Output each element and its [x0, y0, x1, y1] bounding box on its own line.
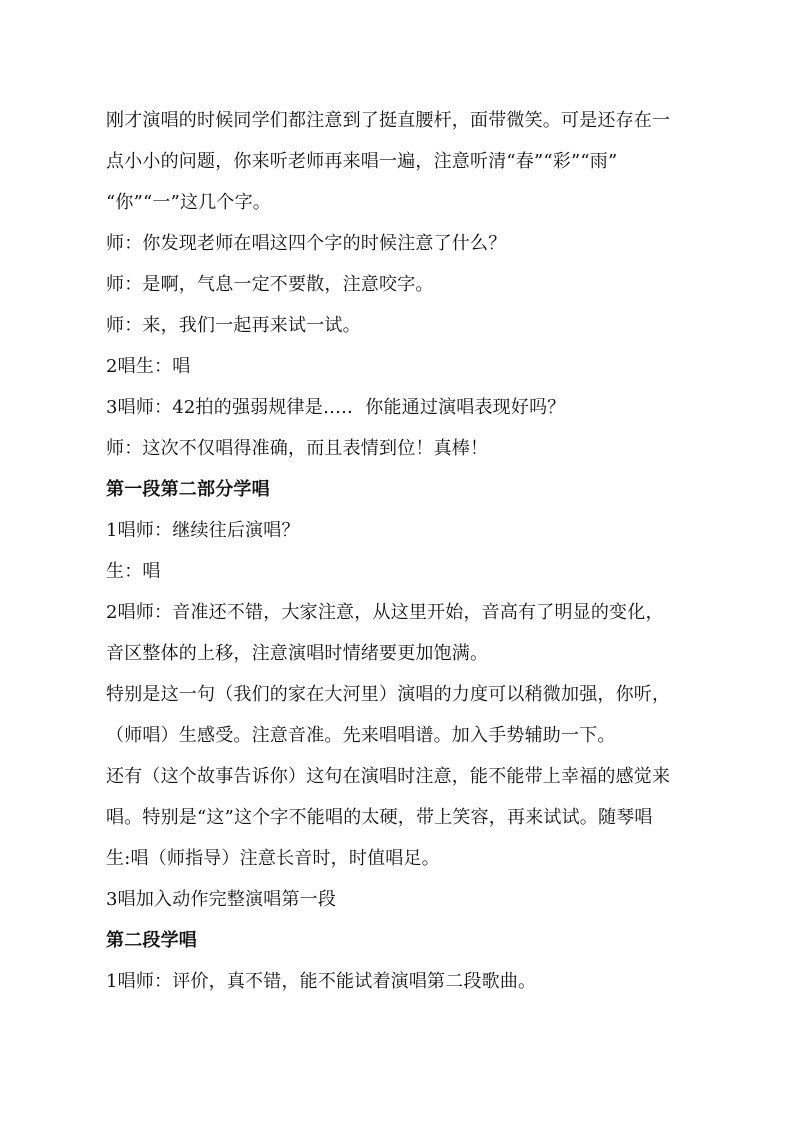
- section-heading: 第一段第二部分学唱: [106, 479, 270, 500]
- text-line: 音区整体的上移，注意演唱时情绪要更加饱满。: [106, 643, 489, 664]
- text-line: 3唱加入动作完整演唱第一段: [106, 889, 337, 910]
- text-line: 特别是这一句（我们的家在大河里）演唱的力度可以稍微加强，你听，: [106, 684, 671, 705]
- text-line: 还有（这个故事告诉你）这句在演唱时注意，能不能带上幸福的感觉来: [106, 766, 671, 787]
- text-line: 生:唱（师指导）注意长音时，时值唱足。: [106, 848, 440, 869]
- text-line: 刚才演唱的时候同学们都注意到了挺直腰杆，面带微笑。可是还存在一: [106, 110, 671, 131]
- text-line: 2唱师：音准还不错，大家注意，从这里开始，音高有了明显的变化，: [106, 602, 664, 623]
- section-heading: 第二段学唱: [106, 930, 197, 951]
- text-line: 1唱师：评价，真不错，能不能试着演唱第二段歌曲。: [106, 971, 537, 992]
- text-line: 1唱师：继续往后演唱？: [106, 520, 300, 541]
- document-body: [106, 100, 692, 1002]
- text-line: 生：唱: [106, 561, 161, 582]
- text-line: 点小小的问题，你来听老师再来唱一遍，注意听清“春”“彩”“雨”: [106, 151, 618, 172]
- text-line: 2唱生：唱: [106, 356, 191, 377]
- text-line: 师：你发现老师在唱这四个字的时候注意了什么？: [106, 233, 507, 254]
- text-line: 师：这次不仅唱得准确，而且表情到位！真棒！: [106, 438, 489, 459]
- text-line: 3唱师：42拍的强弱规律是….．你能通过演唱表现好吗？: [106, 397, 566, 418]
- text-line: “你”“一”这几个字。: [106, 192, 272, 213]
- text-line: 师：来，我们一起再来试一试。: [106, 315, 361, 336]
- text-line: 唱。特别是“这”这个字不能唱的太硬，带上笑容，再来试试。随琴唱: [106, 807, 653, 828]
- text-line: 师：是啊，气息一定不要散，注意咬字。: [106, 274, 434, 295]
- text-line: （师唱）生感受。注意音准。先来唱唱谱。加入手势辅助一下。: [106, 725, 616, 746]
